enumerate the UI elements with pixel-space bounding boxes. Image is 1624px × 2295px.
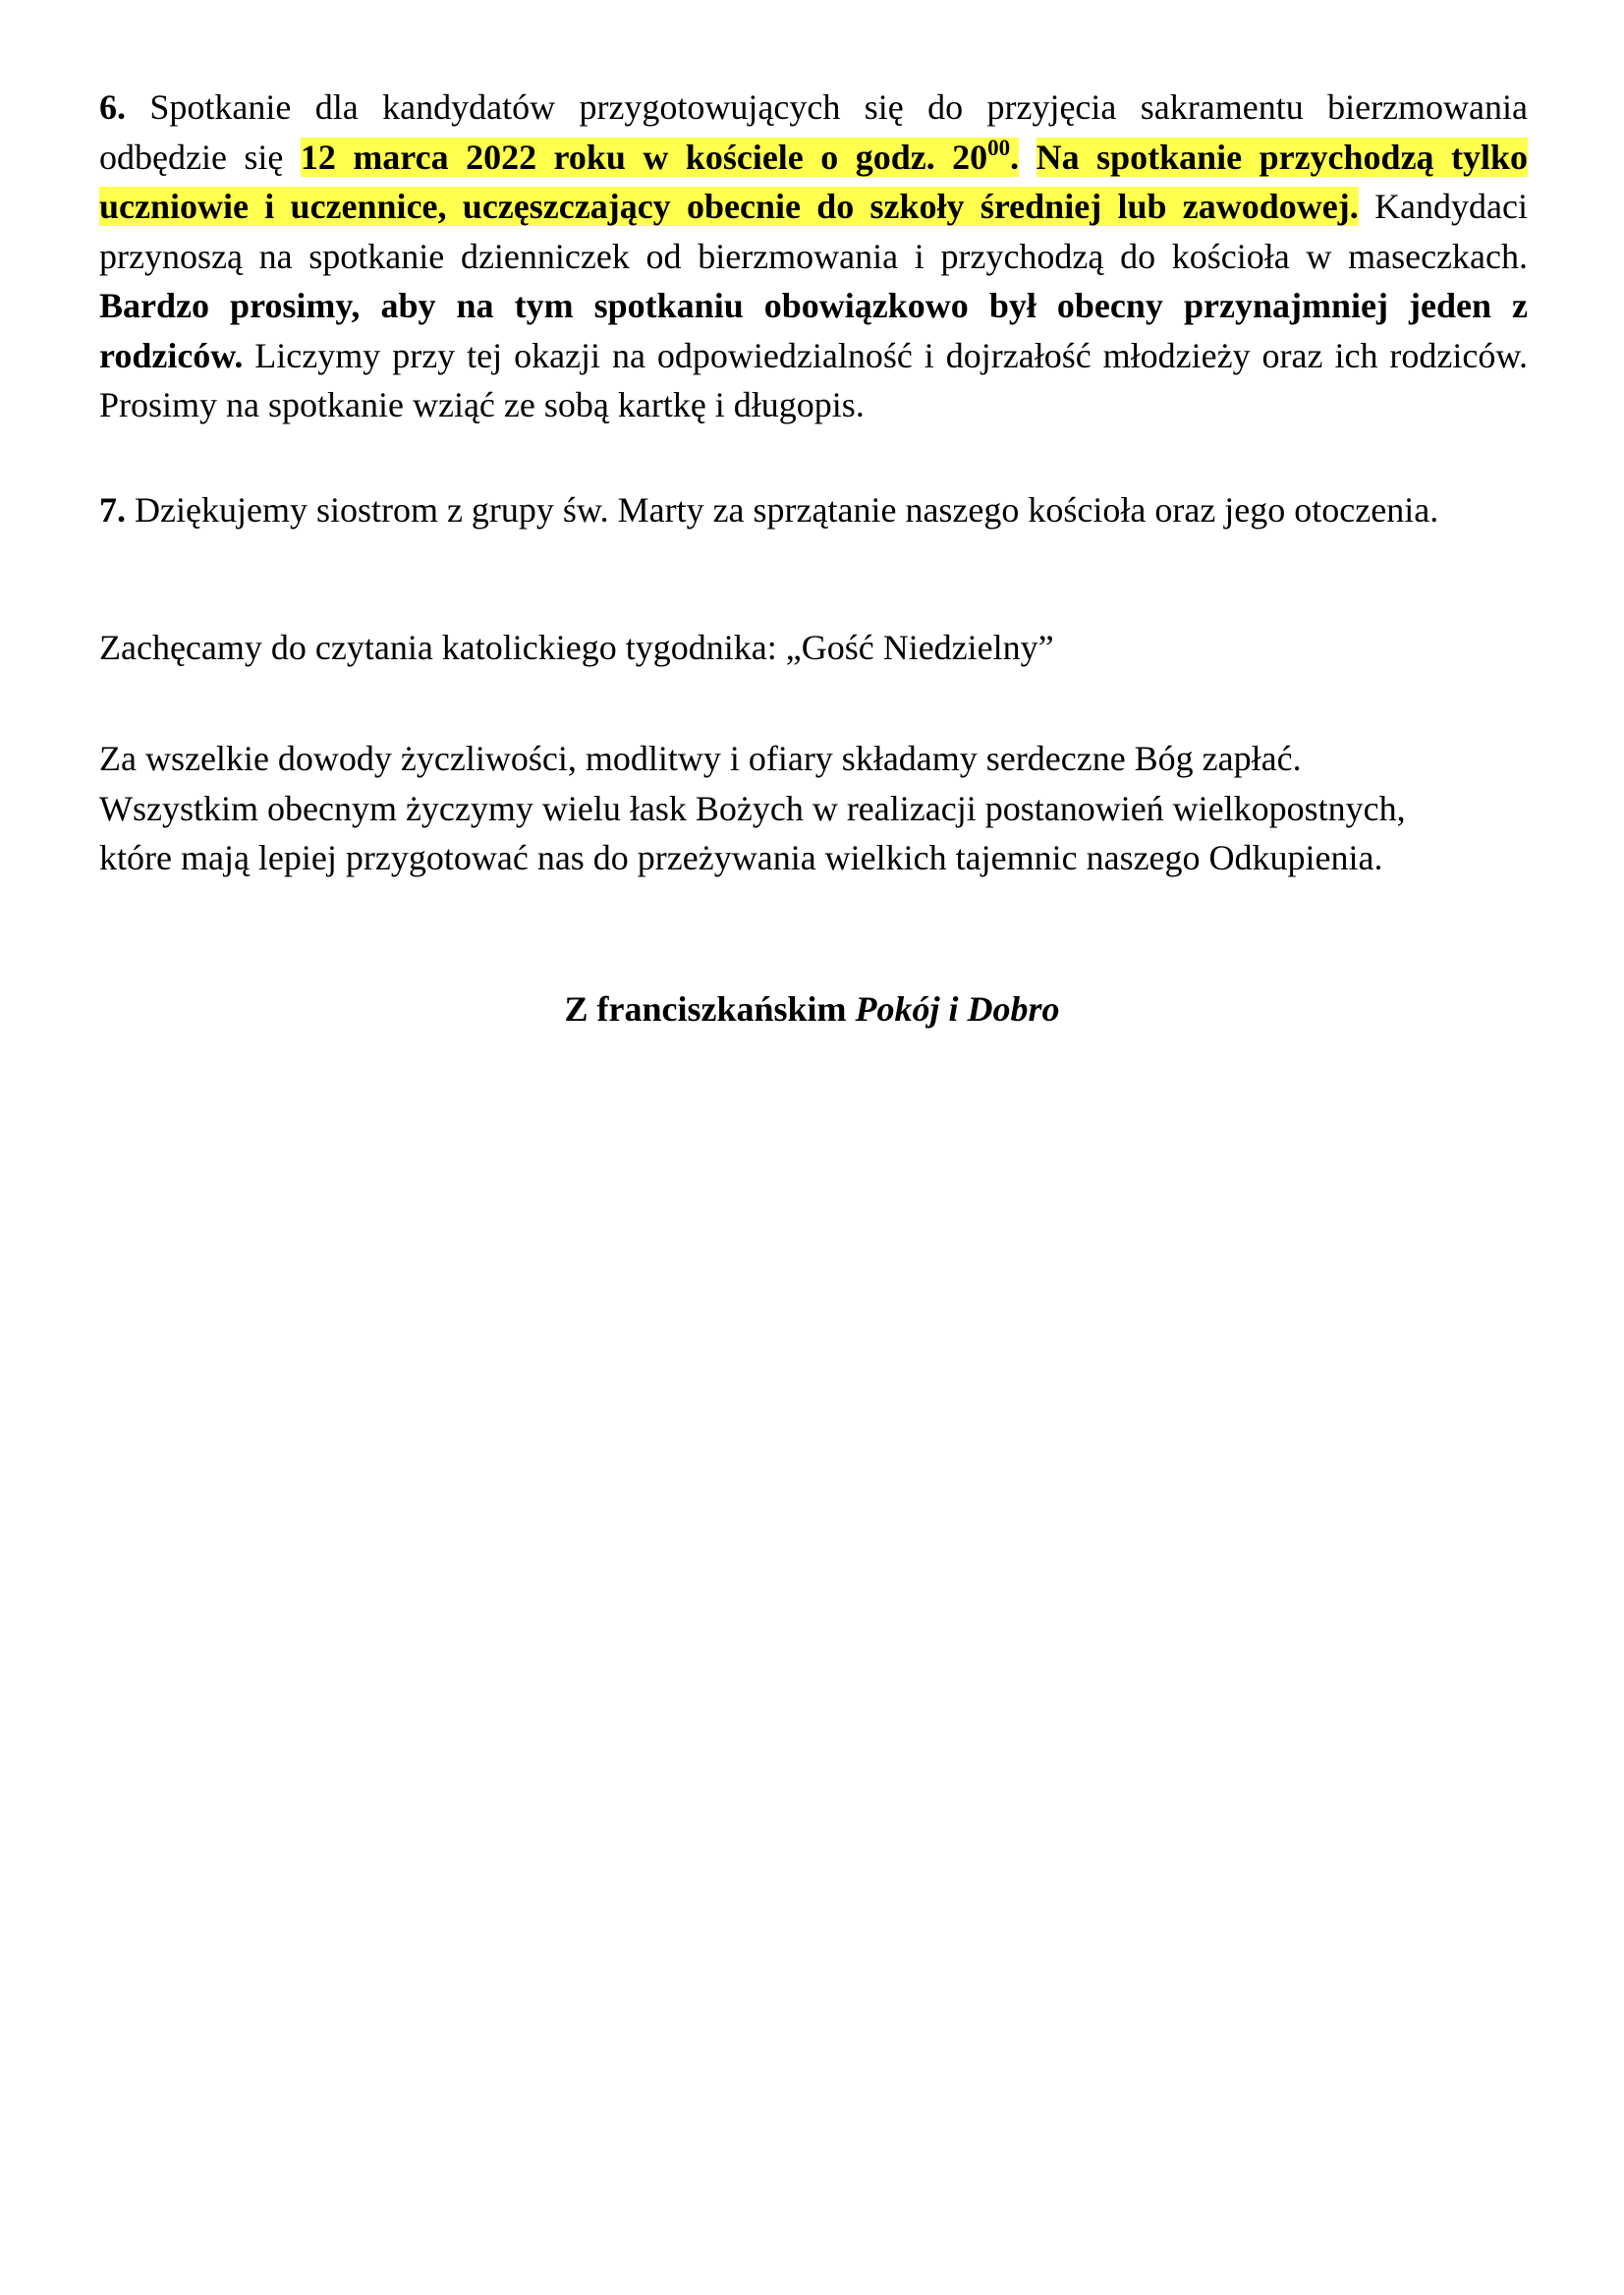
item-7-text: Dziękujemy siostrom z grupy św. Marty za sprzątanie naszego kościoła oraz jego otoczenia.: [135, 490, 1439, 530]
thanks-paragraph: [99, 734, 1528, 883]
item-6-date-highlight: [300, 135, 1020, 177]
item-6-intro: Spotkanie dla kandydatów przygotowujących się do przyjęcia sakramentu bierzmowania odbędzie się: [99, 87, 1528, 177]
thanks-line-2: Wszystkim obecnym życzymy wielu łask Bożych w realizacji postanowień wielkopostnych,: [99, 788, 1406, 828]
item-6-who-highlight: Na spotkanie przychodzą tylko uczniowie i uczennice, uczęszczający obecnie do szkoły średniej lub zawodowej.: [99, 137, 1529, 226]
item-6-closing-text: Liczymy przy tej okazji na odpowiedzialność i dojrzałość młodzieży oraz ich rodziców. Prosimy na spotkanie wziąć ze sobą kartkę i długopis.: [99, 335, 1529, 424]
item-7-number: 7.: [99, 490, 126, 530]
item-6-date: 12 marca 2022 roku w kościele o godz. 20: [300, 137, 988, 177]
announcement-item-6: [99, 83, 1528, 430]
item-6-date-period: .: [1010, 137, 1020, 177]
thanks-line-1: Za wszelkie dowody życzliwości, modlitwy i ofiary składamy serdeczne Bóg zapłać.: [99, 739, 1302, 778]
item-6-parents-bold: Bardzo prosimy, aby na tym spotkaniu obowiązkowo był obecny przynajmniej jeden z rodziców.: [99, 286, 1528, 375]
signoff-italic: Pokój i Dobro: [855, 989, 1060, 1029]
item-6-number: 6.: [99, 87, 126, 127]
item-6-bring: Kandydaci przynoszą na spotkanie dzienniczek od bierzmowania i przychodzą do kościoła w maseczkach.: [99, 187, 1528, 276]
thanks-line-3: które mają lepiej przygotować nas do przeżywania wielkich tajemnic naszego Odkupienia.: [99, 838, 1383, 877]
signoff: [0, 984, 1624, 1035]
reading-note: Zachęcamy do czytania katolickiego tygodnika: „Gość Niedzielny”: [99, 628, 1054, 667]
signoff-prefix: Z franciszkańskim: [564, 989, 847, 1029]
item-6-time-superscript: 00: [987, 135, 1011, 160]
announcement-item-7: [99, 485, 1528, 535]
